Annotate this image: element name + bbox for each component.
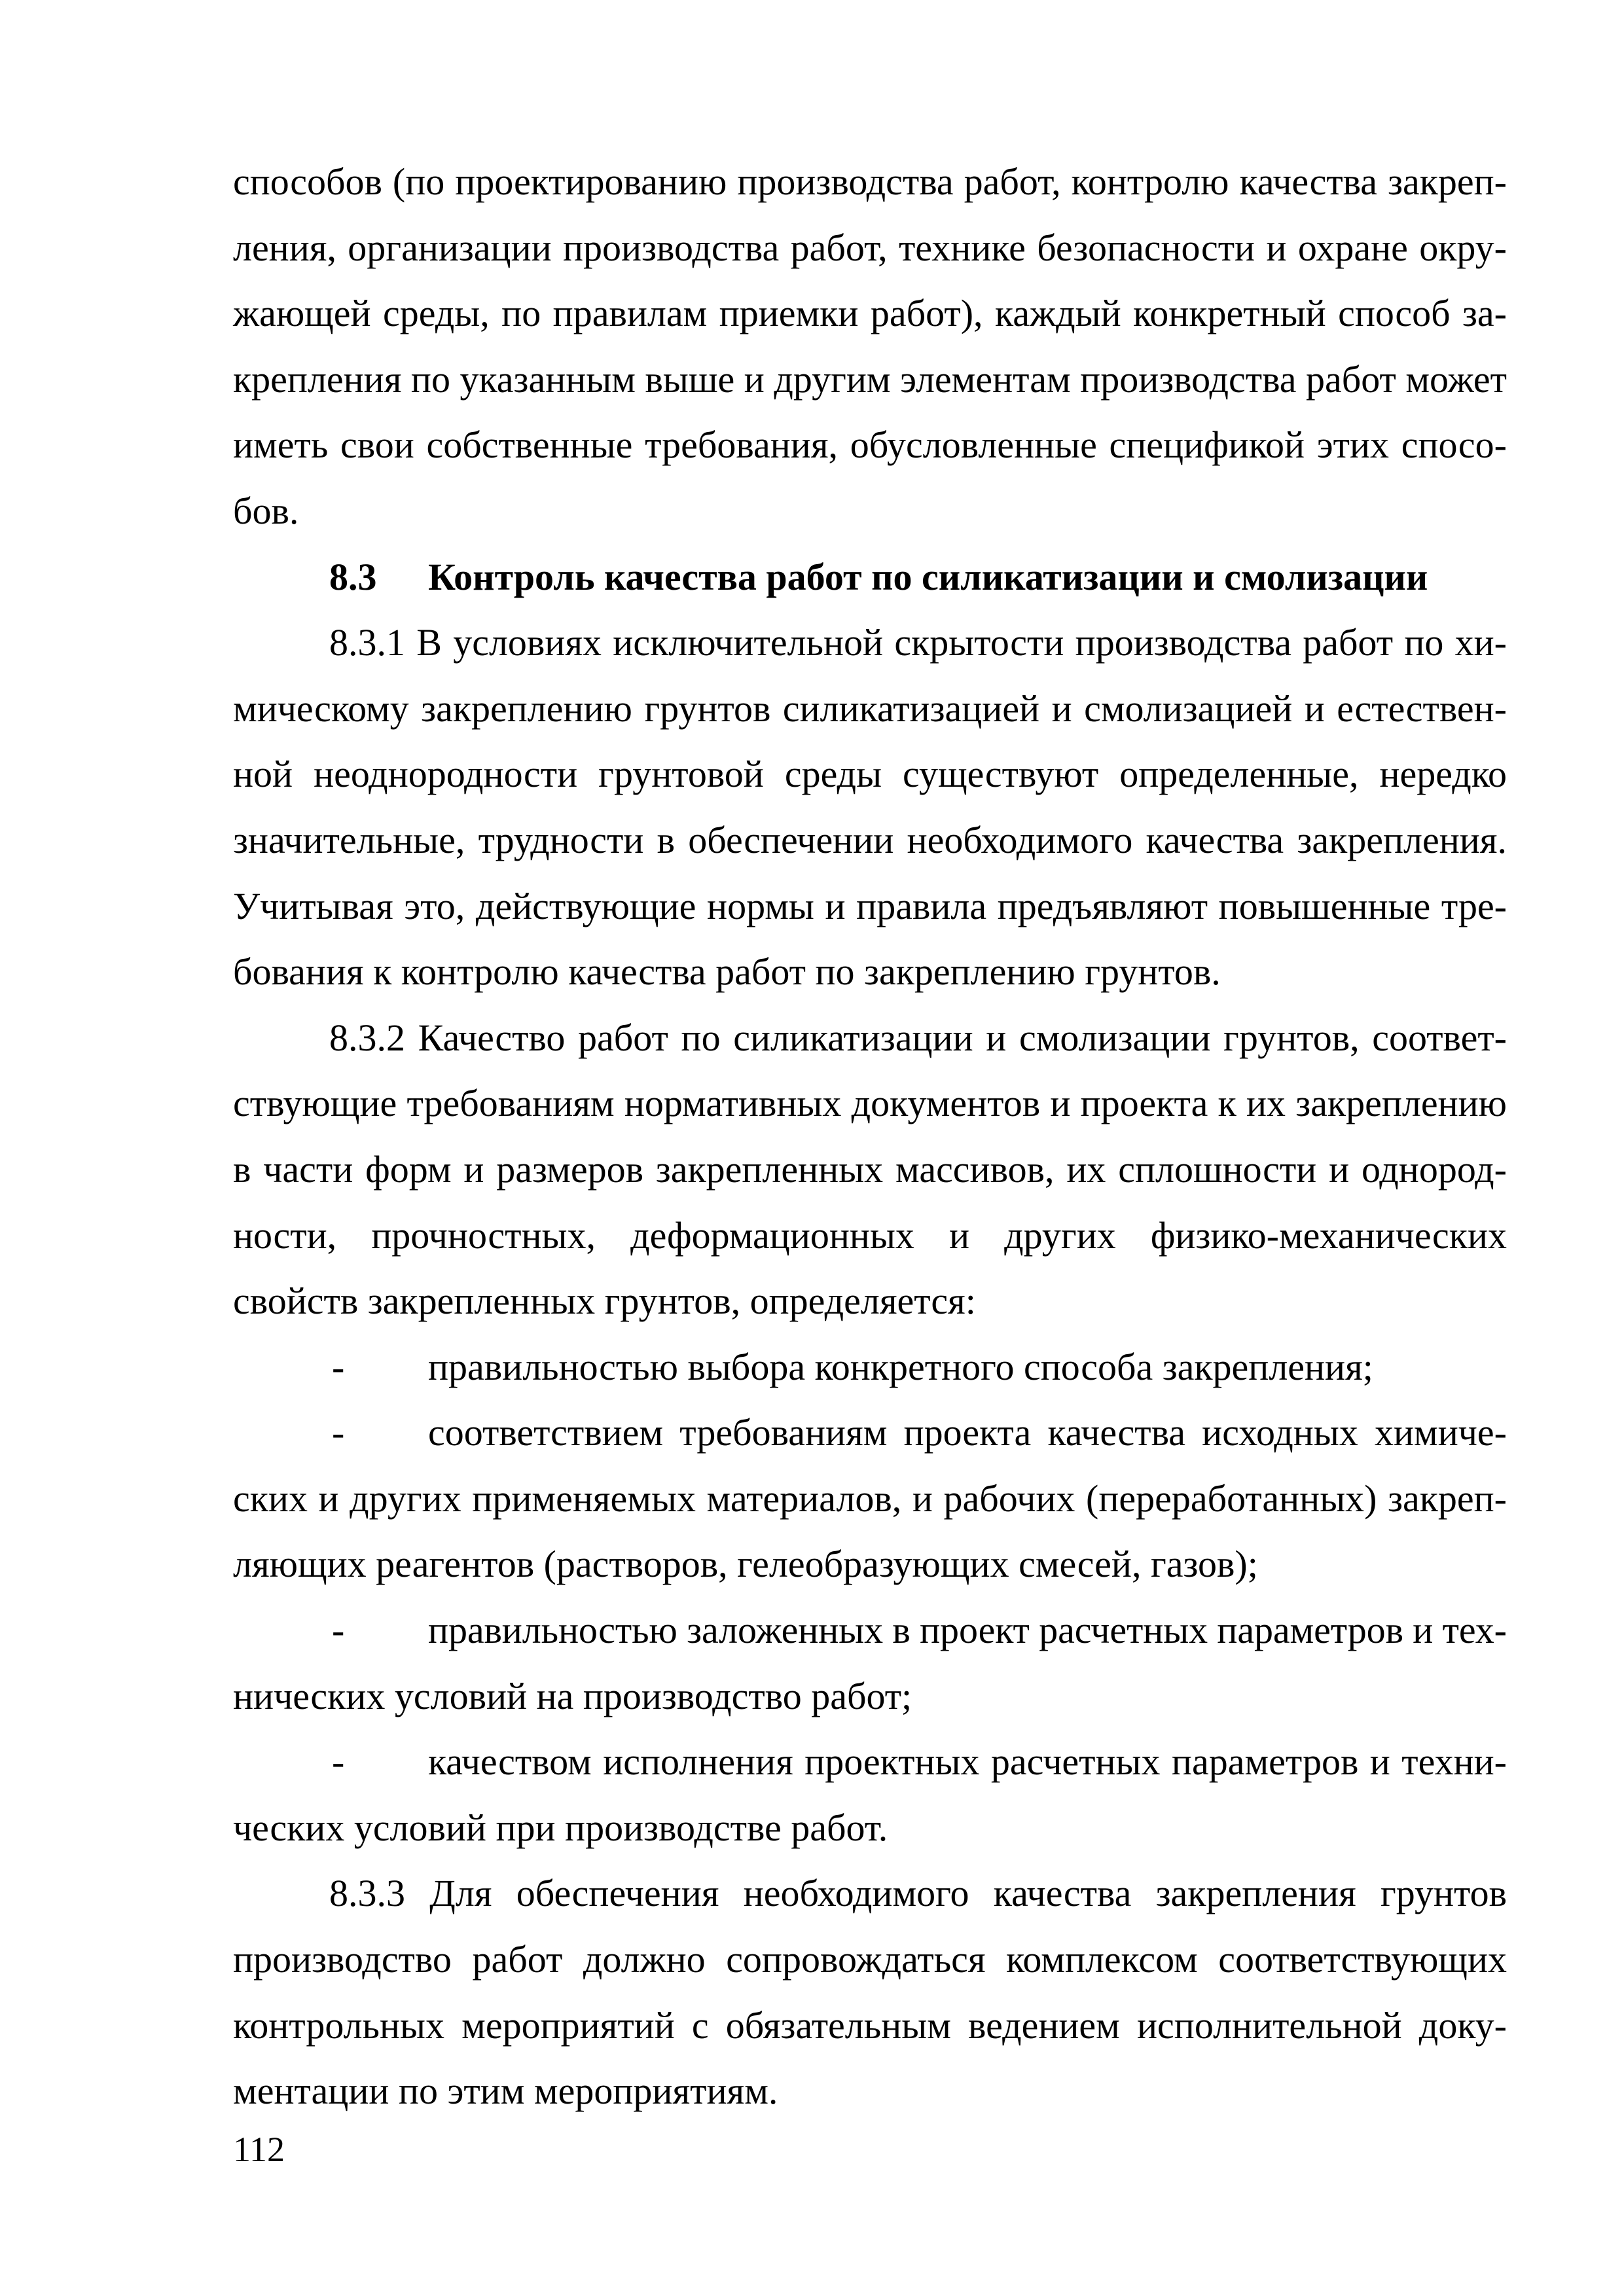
line-text: в части форм и размеров закрепленных массивов, их сплошности и однород- (233, 1147, 1507, 1191)
text-line (233, 1861, 1507, 1927)
page-number: 112 (233, 2130, 285, 2169)
text-line (233, 1795, 1507, 1861)
line-text: ной неоднородности грунтовой среды существуют определенные, нередко (233, 753, 1507, 796)
line-text: 8.3.1 В условиях исключительной скрытости производства работ по хи- (329, 621, 1507, 664)
paragraph (233, 149, 1507, 545)
list-item-line (233, 1598, 1507, 1664)
list-item-line (233, 1729, 1507, 1795)
list-item (233, 1335, 1507, 1401)
text-line (233, 215, 1507, 281)
list-item-line (233, 1400, 1507, 1466)
line-text: ности, прочностных, деформационных и других физико-механических (233, 1213, 1507, 1257)
text-line (233, 1466, 1507, 1532)
line-text: производство работ должно сопровождаться комплексом соответствующих (233, 1938, 1507, 1981)
section-number: 8.3 (329, 555, 377, 598)
text-line (233, 808, 1507, 874)
line-text: бов. (233, 489, 299, 532)
text-line (233, 281, 1507, 347)
section-heading (233, 545, 1507, 611)
line-text: жающей среды, по правилам приемки работ), каждый конкретный способ за- (233, 292, 1507, 335)
bullet-marker: - (332, 1345, 345, 1388)
line-text: 8.3.2 Качество работ по силикатизации и смолизации грунтов, соответ- (329, 1016, 1507, 1059)
text-line (233, 939, 1507, 1005)
line-text: ческих условий при производстве работ. (233, 1806, 888, 1849)
text-line (233, 1532, 1507, 1598)
line-text: значительные, трудности в обеспечении необходимого качества закрепления. (233, 818, 1507, 861)
text-line (233, 1993, 1507, 2059)
line-text: способов (по проектированию производства работ, контролю качества закреп- (233, 160, 1507, 203)
line-text: ментации по этим мероприятиям. (233, 2070, 778, 2113)
line-text: ских и других применяемых материалов, и рабочих (переработанных) закреп- (233, 1477, 1507, 1520)
list-item-line (233, 1335, 1507, 1401)
text-line (233, 347, 1507, 413)
text-line (233, 1664, 1507, 1730)
line-text: правильностью заложенных в проект расчетных параметров и тех- (428, 1609, 1507, 1652)
line-text: иметь свои собственные требования, обусловленные спецификой этих спосо- (233, 423, 1507, 467)
text-line (233, 1268, 1507, 1335)
line-text: нических условий на производство работ; (233, 1674, 912, 1717)
text-line (233, 676, 1507, 742)
line-text: ления, организации производства работ, технике безопасности и охране окру- (233, 226, 1507, 269)
text-line (233, 610, 1507, 676)
text-line (233, 1203, 1507, 1269)
bullet-marker: - (332, 1740, 345, 1784)
text-line (233, 1071, 1507, 1137)
bullet-marker: - (332, 1411, 345, 1454)
text-line (233, 1005, 1507, 1071)
text-line (233, 742, 1507, 808)
line-text: контрольных мероприятий с обязательным ведением исполнительной доку- (233, 2003, 1507, 2047)
line-text: мическому закреплению грунтов силикатизацией и смолизацией и естествен- (233, 687, 1507, 730)
paragraph (233, 1861, 1507, 2124)
text-line (233, 478, 1507, 545)
bullet-marker: - (332, 1609, 345, 1652)
line-text: Учитывая это, действующие нормы и правила предъявляют повышенные тре- (233, 884, 1507, 927)
text-line (233, 412, 1507, 478)
paragraph (233, 610, 1507, 1005)
line-text: крепления по указанным выше и другим элементам производства работ может (233, 357, 1507, 401)
text-line (233, 149, 1507, 215)
line-text: соответствием требованиям проекта качества исходных химиче- (428, 1411, 1507, 1454)
list-item (233, 1729, 1507, 1861)
list-item (233, 1598, 1507, 1729)
text-line (233, 874, 1507, 940)
line-text: ляющих реагентов (растворов, гелеобразующих смесей, газов); (233, 1543, 1258, 1586)
line-text: 8.3.3 Для обеспечения необходимого качества закрепления грунтов (329, 1872, 1507, 1915)
section-title: Контроль качества работ по силикатизации и смолизации (428, 555, 1428, 598)
line-text: бования к контролю качества работ по закреплению грунтов. (233, 950, 1221, 994)
line-text: правильностью выбора конкретного способа закрепления; (428, 1345, 1373, 1388)
paragraph (233, 1005, 1507, 1335)
text-line (233, 1137, 1507, 1203)
line-text: ствующие требованиям нормативных документов и проекта к их закреплению (233, 1082, 1507, 1125)
line-text: качеством исполнения проектных расчетных параметров и техни- (428, 1740, 1507, 1784)
list-item (233, 1400, 1507, 1598)
text-line (233, 2058, 1507, 2125)
text-line (233, 1927, 1507, 1993)
document-body (233, 149, 1507, 2125)
line-text: свойств закрепленных грунтов, определяется: (233, 1280, 976, 1323)
